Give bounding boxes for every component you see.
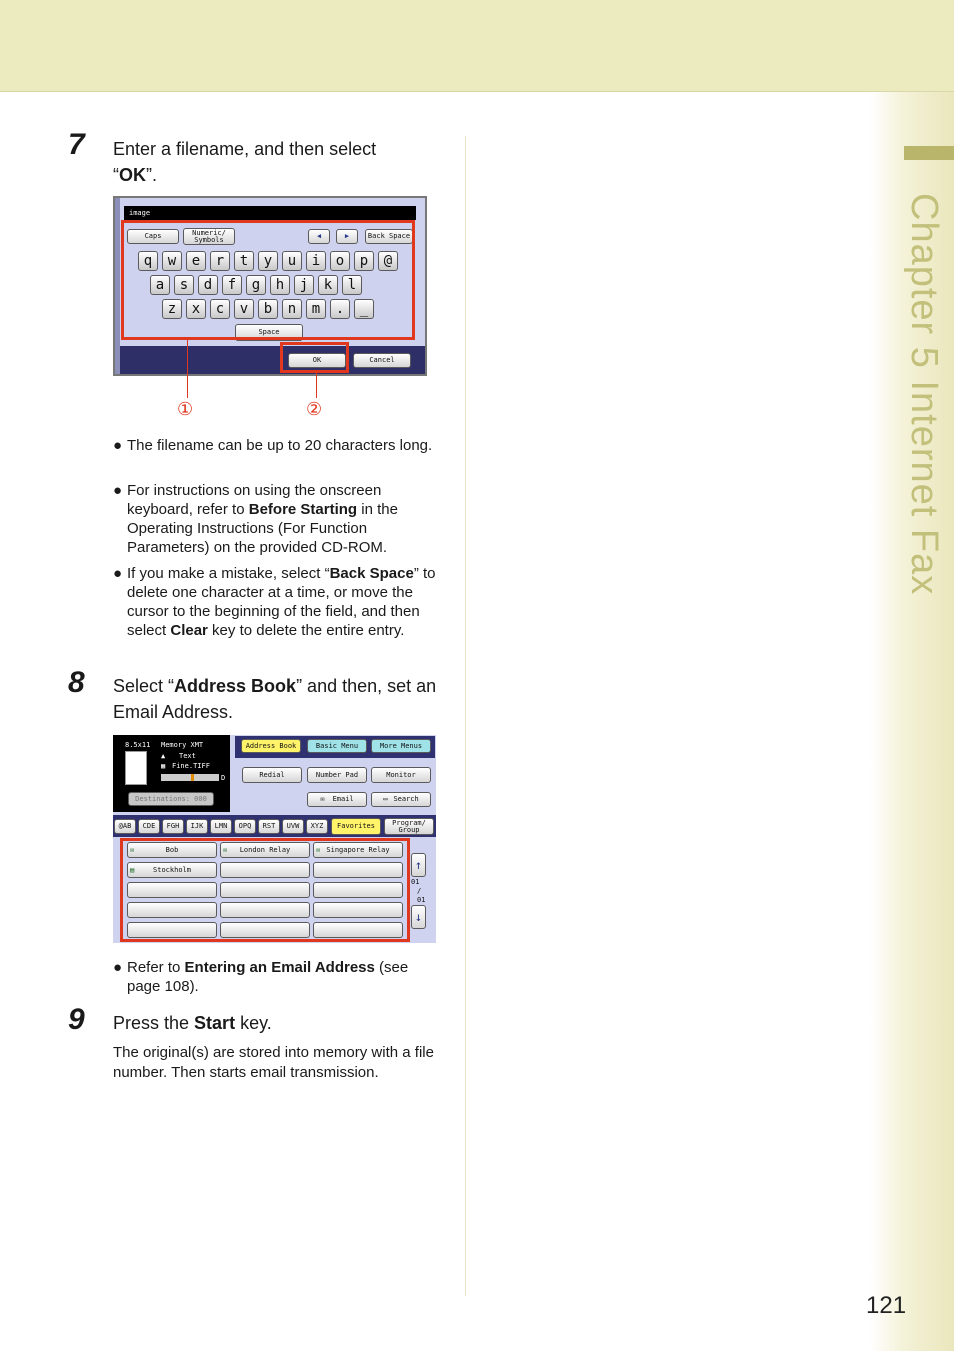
- tab-index-3[interactable]: IJK: [186, 819, 208, 834]
- key-row2-5[interactable]: h: [270, 275, 290, 295]
- ok-highlight-box: [280, 342, 349, 373]
- density-bar: [161, 774, 219, 781]
- key-row2-4[interactable]: g: [246, 275, 266, 295]
- tab-index-7[interactable]: UVW: [282, 819, 304, 834]
- text-mode-icon: ▲: [161, 752, 166, 760]
- note-email-address: ● Refer to Entering an Email Address (see page 108).: [113, 959, 409, 995]
- redial-button[interactable]: Redial: [242, 767, 302, 783]
- tab-index-5[interactable]: OPQ: [234, 819, 256, 834]
- cursor-left-button[interactable]: ◀: [308, 229, 330, 244]
- email-button[interactable]: ✉ Email: [307, 792, 367, 807]
- tab-favorites[interactable]: Favorites: [331, 818, 381, 835]
- step-7-instruction: Enter a filename, and then select “OK”.: [113, 139, 377, 185]
- fax-icon: ▤: [130, 865, 135, 874]
- filename-field[interactable]: image: [124, 206, 416, 220]
- key-row1-7[interactable]: i: [306, 251, 326, 271]
- step-9-instruction: Press the Start key.: [113, 1013, 272, 1033]
- backspace-button[interactable]: Back Space: [365, 229, 413, 244]
- key-row1-1[interactable]: w: [162, 251, 182, 271]
- ok-button[interactable]: OK: [288, 353, 346, 368]
- tab-index-1[interactable]: CDE: [138, 819, 160, 834]
- key-row3-0[interactable]: z: [162, 299, 182, 319]
- key-row1-3[interactable]: r: [210, 251, 230, 271]
- key-row2-3[interactable]: f: [222, 275, 242, 295]
- key-row1-4[interactable]: t: [234, 251, 254, 271]
- tab-index-4[interactable]: LMN: [210, 819, 232, 834]
- step-number-7: 7: [68, 128, 85, 161]
- address-entry-label: Bob: [165, 845, 179, 854]
- step-9-description: The original(s) are stored into memory with a file number. Then starts email transmission.: [113, 1044, 434, 1081]
- address-book-button[interactable]: Address Book: [241, 739, 301, 753]
- callout-marker-2: ②: [306, 399, 323, 419]
- key-row1-8[interactable]: o: [330, 251, 350, 271]
- tab-index-2[interactable]: FGH: [162, 819, 184, 834]
- destinations-count: Destinations: 000: [128, 792, 214, 806]
- envelope-icon: ✉: [316, 845, 321, 854]
- numeric-symbols-button[interactable]: Numeric/ Symbols: [183, 228, 235, 245]
- caps-button[interactable]: Caps: [127, 229, 179, 244]
- header-band: [0, 0, 954, 92]
- scroll-down-button[interactable]: [411, 905, 426, 929]
- key-row1-10[interactable]: @: [378, 251, 398, 271]
- tab-index-6[interactable]: RST: [258, 819, 280, 834]
- key-row2-1[interactable]: s: [174, 275, 194, 295]
- cursor-right-button[interactable]: ▶: [336, 229, 358, 244]
- chapter-label: Chapter 5 Internet Fax: [903, 193, 945, 596]
- address-book-screen: 8.5x11 Memory XMT ▲ Text ▦ Fine.TIFF D Destinations: 000 Address Book Basic Menu More Menus Redial Number Pad Monitor ✉ Email ▭ Search @AB CDE FGH IJK LMN OPQ RST UVW XYZ Favorites Program/ Group ✉ Bob ✉ London Relay ✉ Singapore Relay ▤ Stockholm ↑ 01 / 01 ↓: [113, 735, 436, 943]
- step-number-8: 8: [68, 666, 85, 699]
- callout-line-2: [316, 373, 317, 398]
- key-row3-2[interactable]: c: [210, 299, 230, 319]
- page-number: 121: [866, 1292, 907, 1319]
- tab-index-8[interactable]: XYZ: [306, 819, 328, 834]
- column-divider: [465, 136, 466, 1296]
- number-pad-button[interactable]: Number Pad: [307, 767, 367, 783]
- chapter-tab-marker: [904, 146, 954, 160]
- search-button[interactable]: ▭ Search: [371, 792, 431, 807]
- step-8-instruction: Select “Address Book” and then, set an Email Address.: [113, 676, 437, 722]
- key-row2-8[interactable]: l: [342, 275, 362, 295]
- key-row3-1[interactable]: x: [186, 299, 206, 319]
- key-row1-0[interactable]: q: [138, 251, 158, 271]
- key-row3-7[interactable]: .: [330, 299, 350, 319]
- key-row2-2[interactable]: d: [198, 275, 218, 295]
- cancel-button[interactable]: Cancel: [353, 353, 411, 368]
- status-panel: 8.5x11 Memory XMT ▲ Text ▦ Fine.TIFF D Destinations: 000: [113, 735, 230, 812]
- book-icon: ▭: [383, 795, 388, 803]
- key-row2-0[interactable]: a: [150, 275, 170, 295]
- tab-program-group[interactable]: Program/ Group: [384, 818, 434, 835]
- entries-highlight-box: [120, 838, 410, 942]
- key-row3-5[interactable]: n: [282, 299, 302, 319]
- tab-index-0[interactable]: @AB: [114, 819, 136, 834]
- note-mistake: ● If you make a mistake, select “Back Space” to delete one character at a time, or move the cursor to the beginning of the field, and then select Clear key to delete the entire entry.: [113, 565, 436, 639]
- arrow-up-icon: ↑: [414, 857, 423, 872]
- address-entry-label: Stockholm: [153, 865, 191, 874]
- keyboard-highlight-box: [121, 220, 415, 340]
- note-onscreen-keyboard: ● For instructions on using the onscreen keyboard, refer to Before Starting in the Operating Instructions (For Function Parameters) on the provided CD-ROM.: [113, 482, 398, 556]
- envelope-icon: ✉: [320, 795, 325, 803]
- resolution-icon: ▦: [161, 762, 166, 770]
- basic-menu-button[interactable]: Basic Menu: [307, 739, 367, 753]
- monitor-button[interactable]: Monitor: [371, 767, 431, 783]
- step-number-9: 9: [68, 1003, 85, 1036]
- note-filename-length: ● The filename can be up to 20 characters long.: [113, 437, 433, 454]
- key-row1-2[interactable]: e: [186, 251, 206, 271]
- more-menus-button[interactable]: More Menus: [371, 739, 431, 753]
- scroll-up-button[interactable]: [411, 853, 426, 877]
- document-icon: [125, 751, 147, 785]
- key-row3-6[interactable]: m: [306, 299, 326, 319]
- callout-marker-1: ①: [177, 399, 194, 419]
- envelope-icon: ✉: [130, 845, 135, 854]
- key-row2-7[interactable]: k: [318, 275, 338, 295]
- key-row1-6[interactable]: u: [282, 251, 302, 271]
- address-entry-label: Singapore Relay: [326, 845, 390, 854]
- key-row1-5[interactable]: y: [258, 251, 278, 271]
- callout-line-1: [187, 340, 188, 398]
- space-button[interactable]: Space: [235, 324, 303, 341]
- arrow-down-icon: ↓: [414, 909, 423, 924]
- key-row2-6[interactable]: j: [294, 275, 314, 295]
- key-row3-4[interactable]: b: [258, 299, 278, 319]
- key-row3-8[interactable]: _: [354, 299, 374, 319]
- address-entry-label: London Relay: [239, 845, 291, 854]
- envelope-icon: ✉: [223, 845, 228, 854]
- key-row1-9[interactable]: p: [354, 251, 374, 271]
- key-row3-3[interactable]: v: [234, 299, 254, 319]
